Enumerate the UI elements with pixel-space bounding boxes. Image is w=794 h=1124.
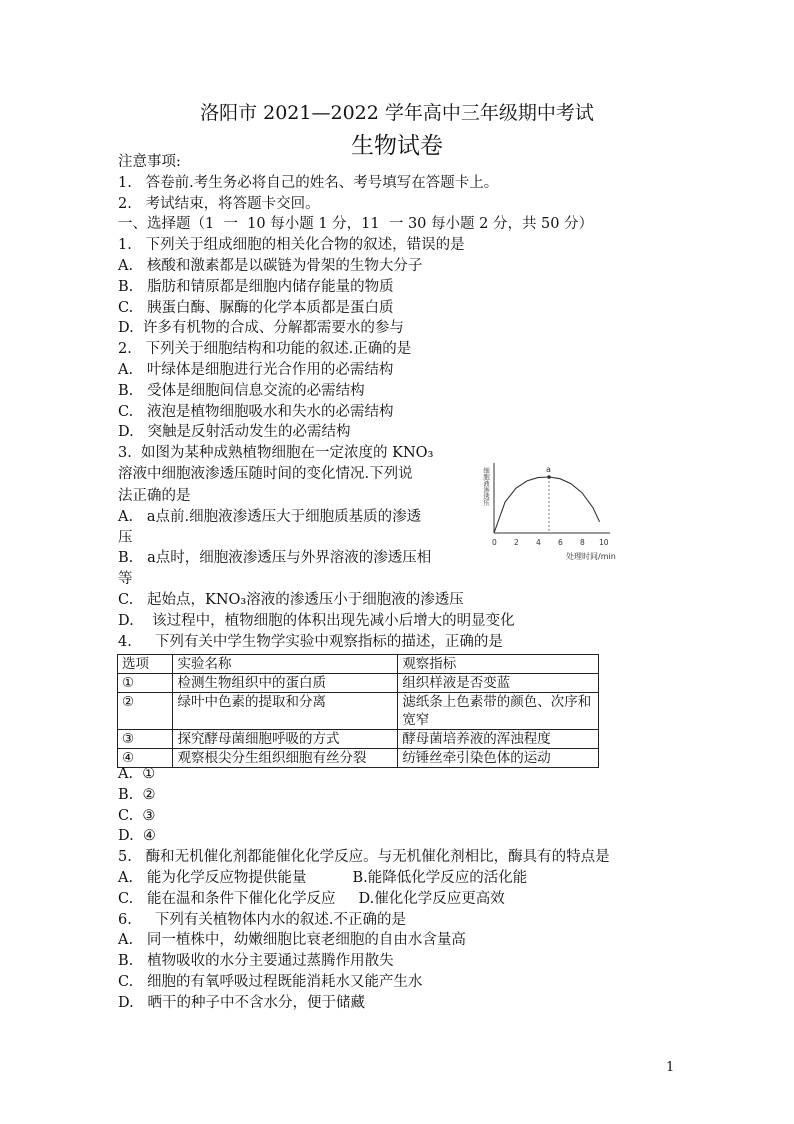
section-heading: 一、选择题（1 一 10 每小题 1 分，11 一 30 每小题 2 分，共 50 分）: [118, 216, 594, 233]
table-cell: 滤纸条上色素带的颜色、次序和宽窄: [398, 693, 599, 730]
question-line: A. a点前.细胞液渗透压大于细胞质基质的渗透: [118, 508, 422, 525]
question-line: 5. 酶和无机催化剂都能催化化学反应。与无机催化剂相比，酶具有的特点是: [118, 849, 610, 866]
exam-title: 洛阳市 2021—2022 学年高中三年级期中考试: [200, 102, 594, 124]
table-row: [118, 730, 599, 749]
question-line: A. 能为化学反应物提供能量 B.能降低化学反应的活化能: [118, 869, 528, 886]
x-tick-label: 0: [492, 538, 497, 547]
x-tick-label: 6: [558, 538, 563, 547]
question-line: B. 植物吸收的水分主要通过蒸腾作用散失: [118, 953, 394, 970]
question-line: 法正确的是: [118, 488, 191, 504]
experiment-table: [117, 654, 599, 768]
table-cell: ②: [118, 693, 173, 730]
x-tick-label: 4: [536, 538, 541, 547]
question-line: D. ④: [118, 828, 156, 845]
table-row: [118, 674, 599, 693]
question-line: C. 起始点，KNO₃溶液的渗透压小于细胞液的渗透压: [118, 592, 464, 608]
question-line: 2. 下列关于细胞结构和功能的叙述.正确的是: [118, 341, 412, 358]
table-cell: 纺锤丝牵引染色体的运动: [398, 749, 599, 768]
question-line: A. ①: [118, 766, 156, 782]
question-line: C. ③: [118, 807, 156, 824]
q3-q4-block: [118, 590, 718, 652]
table-cell: ④: [118, 749, 173, 768]
table-cell: 检测生物组织中的蛋白质: [173, 674, 398, 693]
question-line: B. ②: [118, 786, 156, 803]
question-line: 1. 下列关于组成细胞的相关化合物的叙述，错误的是: [118, 237, 465, 254]
exam-subtitle: 生物试卷: [351, 133, 443, 159]
question-line: 6. 下列有关植物体内水的叙述.不正确的是: [118, 911, 406, 928]
peak-label: a: [546, 465, 551, 474]
notes-heading: 注意事项:: [118, 154, 181, 170]
question-line: A. 叶绿体是细胞进行光合作用的必需结构: [118, 361, 394, 378]
question-line: C. 胰蛋白酶、脲酶的化学本质都是蛋白质: [118, 299, 394, 316]
table-cell: 酵母菌培养液的浑浊程度: [398, 730, 599, 749]
question-line: C. 能在温和条件下催化化学反应 D.催化化学反应更高效: [118, 890, 505, 907]
table-header: 观察指标: [398, 655, 599, 674]
x-axis-label: 处理时间/min: [566, 552, 616, 561]
question-line: C. 液泡是植物细胞吸水和失水的必需结构: [118, 403, 394, 420]
note-line: 2. 考试结束，将答题卡交回。: [118, 195, 320, 212]
x-tick-label: 10: [599, 538, 609, 547]
question-line: 4. 下列有关中学生物学实验中观察指标的描述，正确的是: [118, 633, 503, 650]
question-line: D. 许多有机物的合成、分解都需要水的参与: [118, 320, 404, 337]
table-cell: ①: [118, 674, 173, 693]
data-curve: [494, 477, 600, 533]
x-tick-label: 2: [514, 538, 519, 547]
x-tick-label: 8: [580, 538, 585, 547]
y-axis-label: 细胞液渗透压: [482, 467, 490, 506]
table-cell: 观察根尖分生组织细胞有丝分裂: [173, 749, 398, 768]
peak-point: [547, 475, 551, 479]
question-line: D. 突触是反射活动发生的必需结构: [118, 424, 351, 441]
question-line: D. 该过程中，植物细胞的体积出现先减小后增大的明显变化: [118, 612, 515, 629]
question-line: B. 脂肪和锖原都是细胞内储存能量的物质: [118, 278, 394, 295]
question-line: 压: [118, 529, 133, 546]
question-line: 3. 如图为某种成熟植物细胞在一定浓度的 KNO₃: [118, 445, 434, 462]
table-cell: 探究酵母菌细胞呼吸的方式: [173, 730, 398, 749]
note-line: 1. 答卷前.考生务必将自己的姓名、考号填写在答题卡上。: [118, 174, 499, 191]
question-line: A. 同一植株中，幼嫩细胞比衰老细胞的自由水含量高: [118, 932, 466, 949]
q3-side-block: [118, 486, 463, 590]
table-cell: 组织样液是否变蓝: [398, 674, 599, 693]
page-number: 1: [666, 1060, 675, 1075]
q4-q6-block: [118, 764, 718, 1014]
osmotic-pressure-chart: [478, 455, 638, 565]
question-line: C. 细胞的有氧呼吸过程既能消耗水又能产生水: [118, 973, 423, 990]
question-line: 等: [118, 571, 133, 588]
table-header: 实验名称: [173, 655, 398, 674]
table-header-row: [118, 655, 599, 674]
question-line: B. 受体是细胞间信息交流的必需结构: [118, 382, 365, 399]
table-row: [118, 693, 599, 730]
question-line: B. a点时，细胞液渗透压与外界溶液的渗透压相: [118, 550, 432, 567]
notes-and-questions-block: [118, 152, 678, 485]
question-line: A. 核酸和激素都是以碳链为骨架的生物大分子: [118, 257, 423, 274]
question-line: D. 晒干的种子中不含水分，便于储藏: [118, 994, 366, 1011]
table-cell: ③: [118, 730, 173, 749]
table-header: 选项: [118, 655, 173, 674]
table-cell: 绿叶中色素的提取和分离: [173, 693, 398, 730]
question-line: 溶液中细胞液渗透压随时间的变化情况.下列说: [118, 465, 413, 482]
